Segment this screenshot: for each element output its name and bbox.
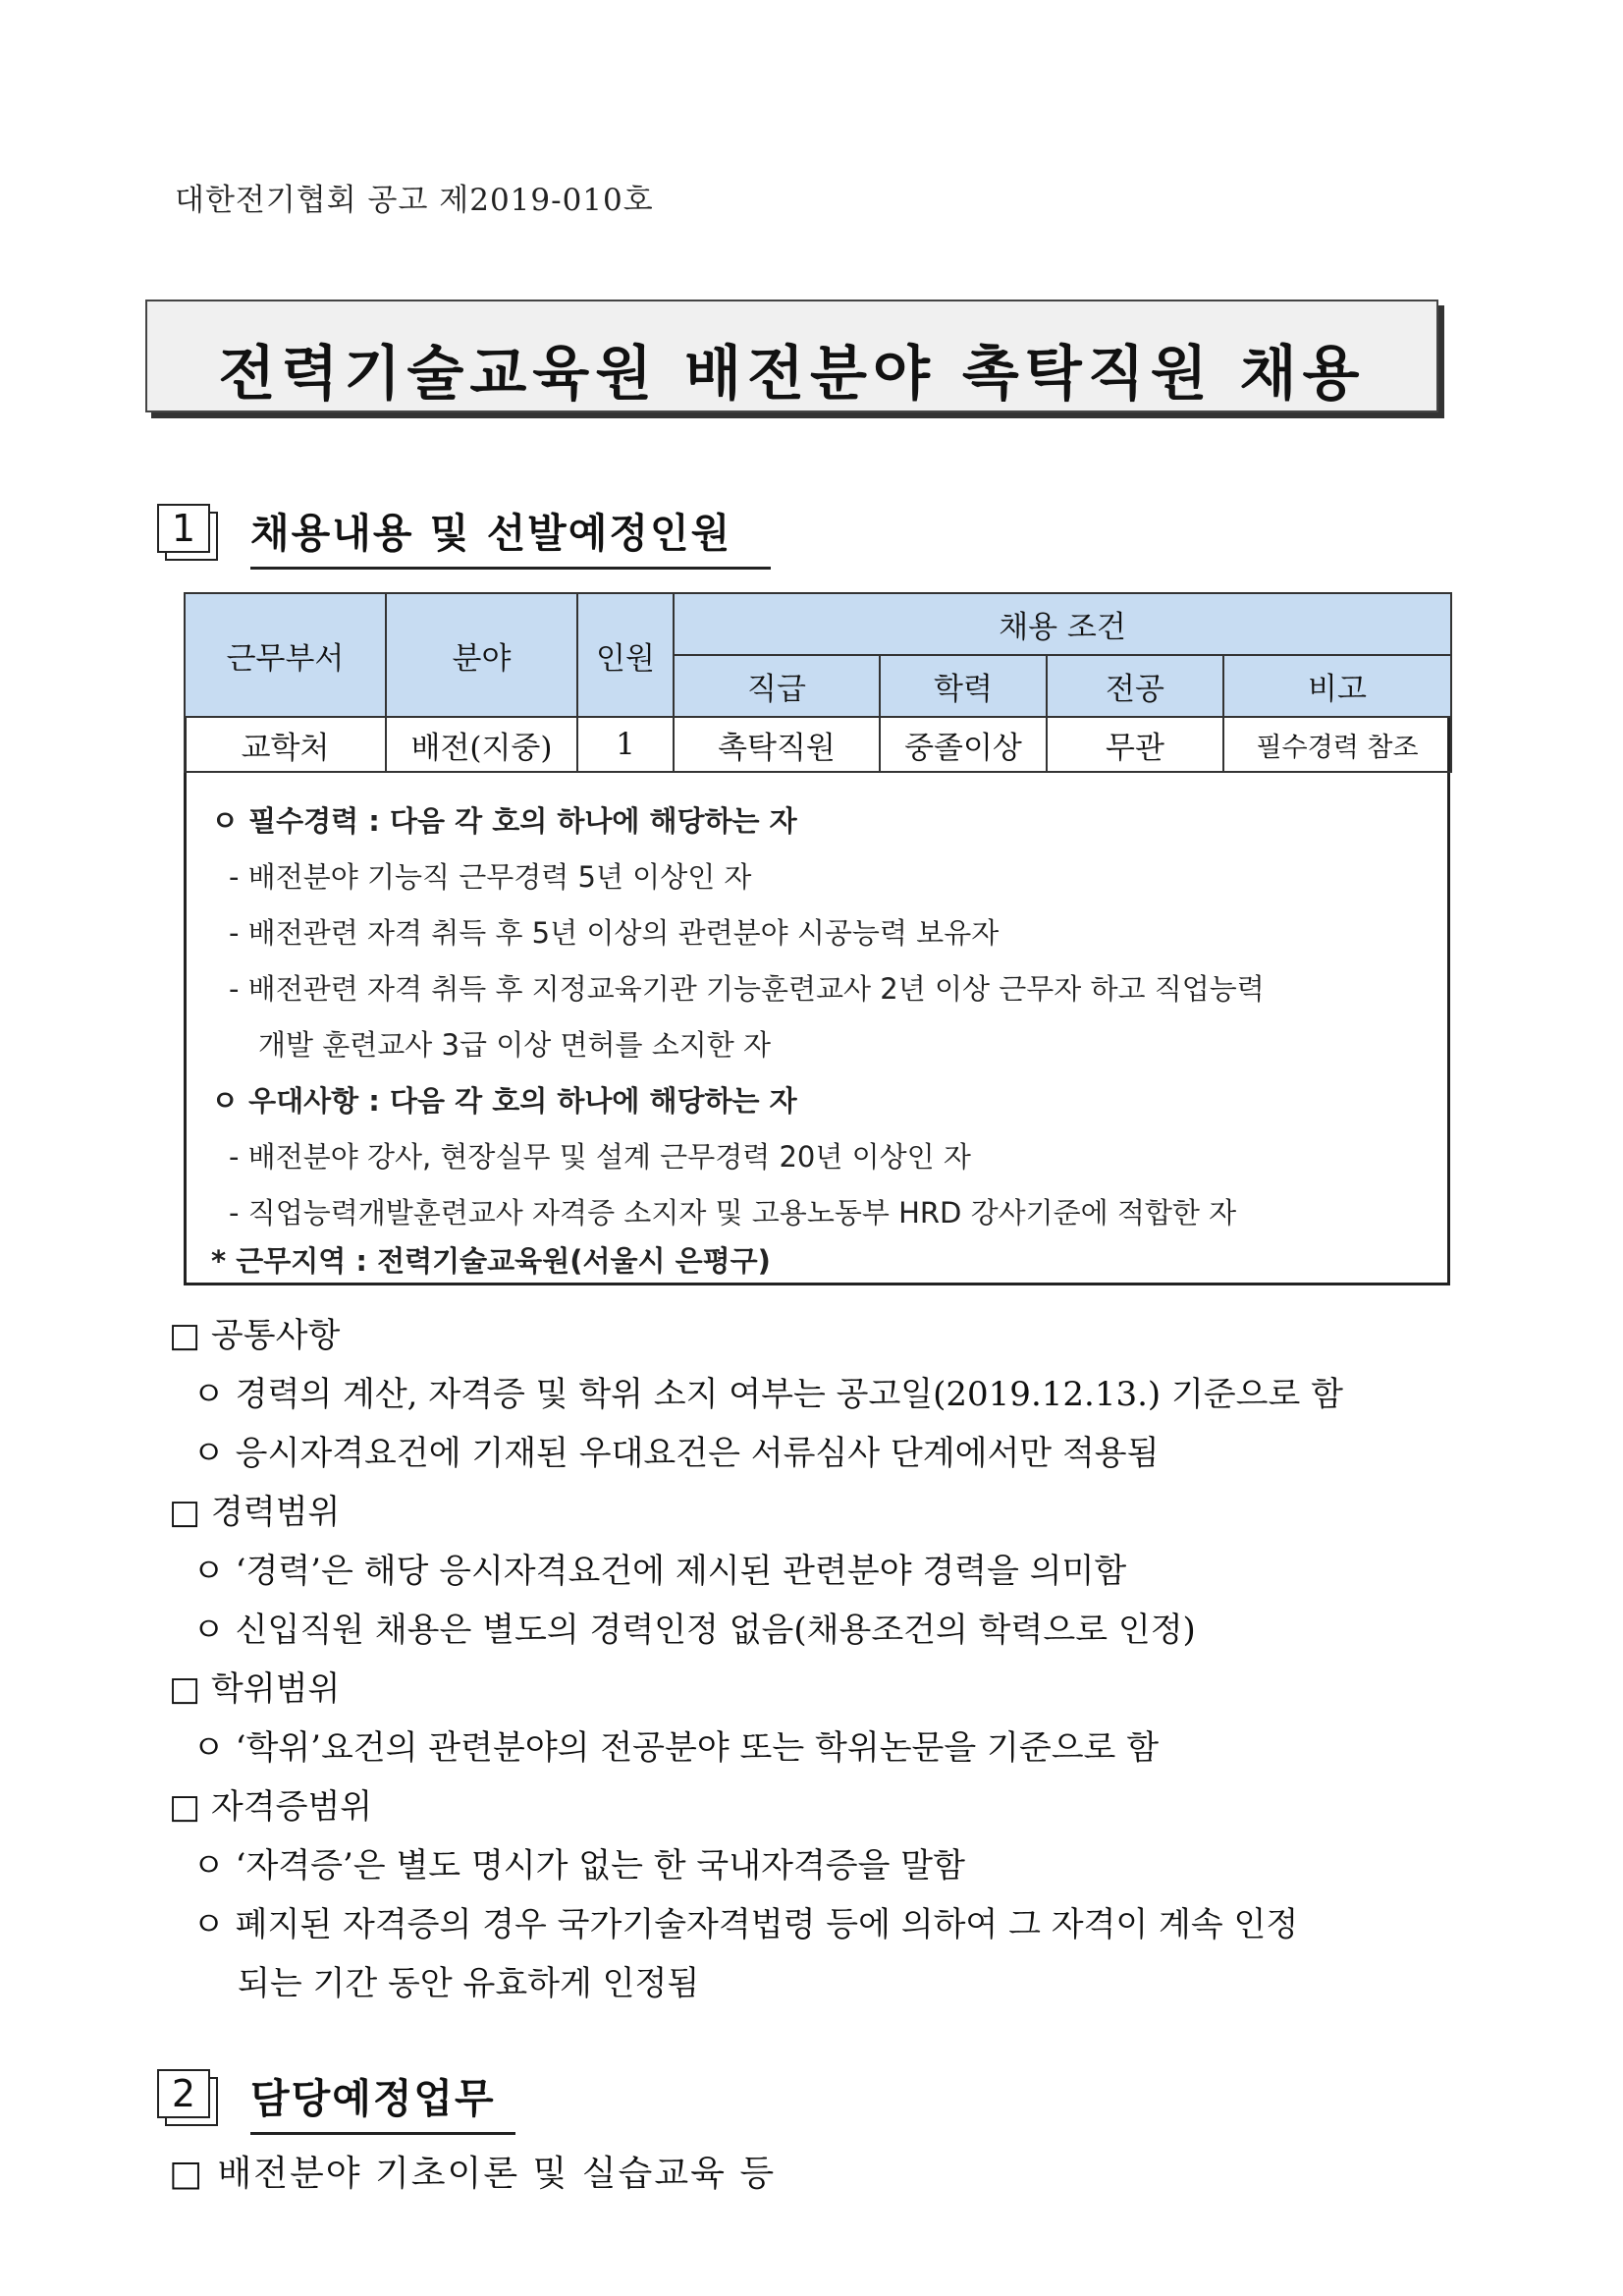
duty-item: □ 배전분야 기초이론 및 실습교육 등: [169, 2154, 777, 2194]
required-heading: ㅇ 필수경력 : 다음 각 호의 하나에 해당하는 자: [211, 804, 797, 838]
section-title-1: 채용내용 및 선발예정인원: [250, 501, 771, 570]
license-item: ㅇ 폐지된 자격증의 경우 국가기술자격법령 등에 의하여 그 자격이 계속 인정: [192, 1905, 1299, 1944]
cell-count: 1: [577, 717, 674, 772]
required-item: - 배전분야 기능직 근무경력 5년 이상인 자: [229, 860, 752, 894]
header-education: 학력: [880, 655, 1047, 717]
section-number-2: 2: [157, 2069, 210, 2118]
preferred-item: - 직업능력개발훈련교사 자격증 소지자 및 고용노동부 HRD 강사기준에 적합한 자: [229, 1196, 1237, 1230]
preferred-heading: ㅇ 우대사항 : 다음 각 호의 하나에 해당하는 자: [211, 1084, 797, 1118]
page-title: 전력기술교육원 배전분야 촉탁직원 채용: [218, 340, 1366, 409]
license-item-continued: 되는 기간 동안 유효하게 인정됨: [238, 1964, 700, 2003]
preferred-item: - 배전분야 강사, 현장실무 및 설계 근무경력 20년 이상인 자: [229, 1140, 971, 1174]
cell-field: 배전(지중): [386, 717, 577, 772]
header-major: 전공: [1047, 655, 1223, 717]
table-row: [185, 717, 1451, 772]
common-item: ㅇ 경력의 계산, 자격증 및 학위 소지 여부는 공고일(2019.12.13.) 기준으로 함: [192, 1375, 1343, 1414]
degree-item: ㅇ ‘학위’요건의 관련분야의 전공분야 또는 학위논문을 기준으로 함: [192, 1728, 1160, 1768]
career-heading: □ 경력범위: [169, 1493, 341, 1532]
common-heading: □ 공통사항: [169, 1316, 341, 1355]
career-item: ㅇ 신입직원 채용은 별도의 경력인정 없음(채용조건의 학력으로 인정): [192, 1611, 1196, 1650]
cell-major: 무관: [1047, 717, 1223, 772]
header-remarks: 비고: [1223, 655, 1451, 717]
cell-remarks: 필수경력 참조: [1223, 717, 1451, 772]
notice-number: 대한전기협회 공고 제2019-010호: [175, 183, 654, 218]
header-field: 분야: [386, 593, 577, 717]
required-item-continued: 개발 훈련교사 3급 이상 면허를 소지한 자: [258, 1028, 771, 1062]
general-conditions: [169, 1306, 1475, 2013]
common-item: ㅇ 응시자격요건에 기재된 우대요건은 서류심사 단계에서만 적용됨: [192, 1434, 1160, 1473]
requirements-notes: [211, 793, 1429, 1281]
section-title-2: 담당예정업무: [250, 2066, 515, 2135]
required-item: - 배전관련 자격 취득 후 지정교육기관 기능훈련교사 2년 이상 근무자 하고 직업능력: [229, 972, 1265, 1006]
degree-heading: □ 학위범위: [169, 1669, 341, 1709]
header-dept: 근무부서: [185, 593, 386, 717]
cell-education: 중졸이상: [880, 717, 1047, 772]
license-item: ㅇ ‘자격증’은 별도 명시가 없는 한 국내자격증을 말함: [192, 1846, 965, 1886]
career-item: ㅇ ‘경력’은 해당 응시자격요건에 제시된 관련분야 경력을 의미함: [192, 1552, 1127, 1591]
header-grade: 직급: [674, 655, 880, 717]
requirements-table: [184, 592, 1452, 773]
section-number-1: 1: [157, 504, 210, 553]
cell-dept: 교학처: [185, 717, 386, 772]
license-heading: □ 자격증범위: [169, 1787, 373, 1827]
cell-grade: 촉탁직원: [674, 717, 880, 772]
work-location: * 근무지역 : 전력기술교육원(서울시 은평구): [211, 1244, 771, 1278]
header-count: 인원: [577, 593, 674, 717]
title-box: [145, 300, 1438, 412]
header-conditions: 채용 조건: [674, 593, 1451, 655]
required-item: - 배전관련 자격 취득 후 5년 이상의 관련분야 시공능력 보유자: [229, 916, 1000, 950]
